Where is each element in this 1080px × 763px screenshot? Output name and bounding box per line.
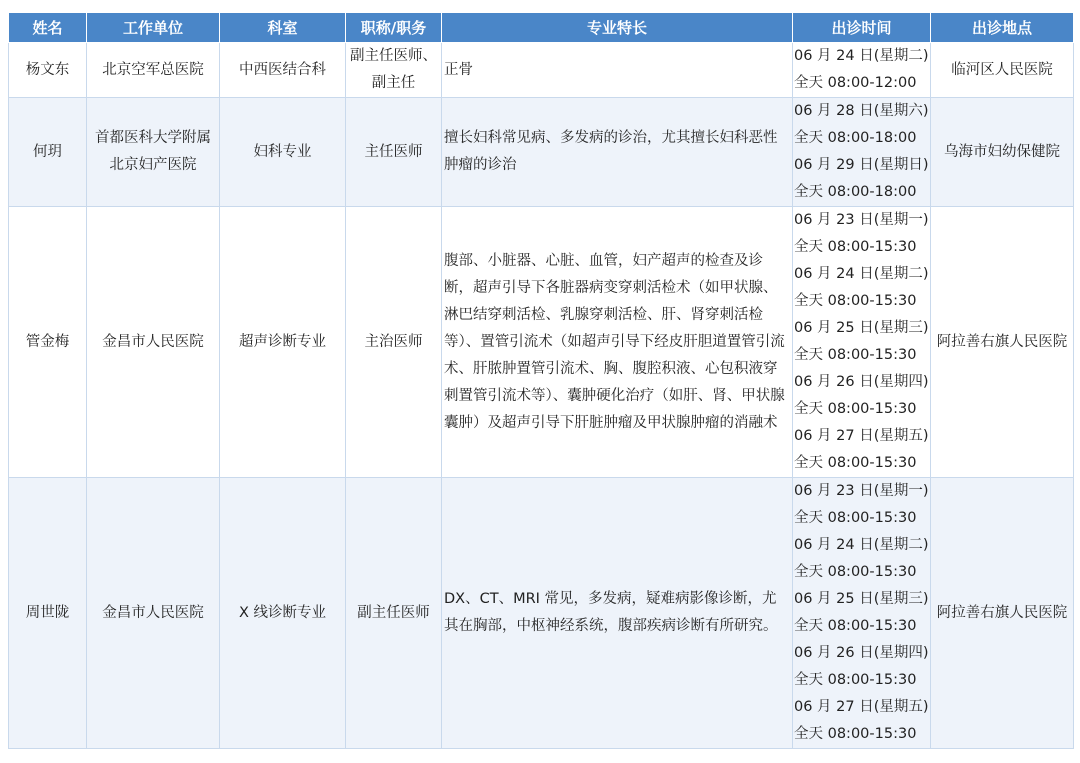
clinic-time-line: 全天 08:00-15:30 bbox=[794, 672, 917, 688]
job-title-line: 主治医师 bbox=[364, 333, 423, 350]
clinic-time-line: 全天 08:00-15:30 bbox=[794, 455, 917, 471]
specialty-cell: 正骨 bbox=[442, 43, 793, 98]
table-row bbox=[9, 207, 1074, 478]
header-name: 姓名 bbox=[9, 13, 87, 43]
job-title-line: 副主任医师 bbox=[357, 604, 430, 621]
header-time: 出诊时间 bbox=[793, 13, 931, 43]
work-unit-line: 北京空军总医院 bbox=[102, 61, 204, 78]
clinic-time-line: 全天 08:00-15:30 bbox=[794, 510, 917, 526]
header-org: 工作单位 bbox=[87, 13, 220, 43]
job-title-cell bbox=[346, 478, 442, 749]
clinic-time-line: 全天 08:00-15:30 bbox=[794, 347, 917, 363]
header-location: 出诊地点 bbox=[931, 13, 1074, 43]
department-cell: 妇科专业 bbox=[220, 98, 346, 207]
clinic-time-line: 06 月 25 日(星期三) bbox=[794, 320, 929, 336]
job-title-line: 主任医师 bbox=[364, 143, 423, 160]
clinic-time-line: 06 月 25 日(星期三) bbox=[794, 591, 929, 607]
clinic-location-cell: 乌海市妇幼保健院 bbox=[931, 98, 1074, 207]
clinic-time-line: 06 月 27 日(星期五) bbox=[794, 699, 929, 715]
job-title-cell bbox=[346, 207, 442, 478]
work-unit-line: 首都医科大学附属 bbox=[95, 130, 211, 146]
table-row bbox=[9, 478, 1074, 749]
table-body bbox=[9, 43, 1074, 749]
doctor-name-cell: 何玥 bbox=[9, 98, 87, 207]
doctor-name-cell: 杨文东 bbox=[9, 43, 87, 98]
clinic-location-cell: 阿拉善右旗人民医院 bbox=[931, 207, 1074, 478]
header-dept: 科室 bbox=[220, 13, 346, 43]
work-unit-line: 北京妇产医院 bbox=[109, 157, 197, 173]
header-specialty: 专业特长 bbox=[442, 13, 793, 43]
job-title-line: 副主任 bbox=[371, 75, 416, 91]
work-unit-line: 金昌市人民医院 bbox=[102, 333, 204, 350]
clinic-time-line: 全天 08:00-15:30 bbox=[794, 239, 917, 255]
department-cell: 中西医结合科 bbox=[220, 43, 346, 98]
job-title-cell bbox=[346, 98, 442, 207]
schedule-table-container bbox=[8, 12, 1073, 749]
clinic-location-cell: 临河区人民医院 bbox=[931, 43, 1074, 98]
clinic-time-line: 06 月 24 日(星期二) bbox=[794, 537, 929, 553]
clinic-time-line: 06 月 28 日(星期六) bbox=[794, 103, 929, 119]
clinic-time-line: 06 月 26 日(星期四) bbox=[794, 645, 929, 661]
work-unit-cell bbox=[87, 43, 220, 98]
header-title: 职称/职务 bbox=[346, 13, 442, 43]
clinic-time-line: 06 月 23 日(星期一) bbox=[794, 483, 929, 499]
job-title-line: 副主任医师、 bbox=[350, 48, 437, 64]
clinic-location-cell: 阿拉善右旗人民医院 bbox=[931, 478, 1074, 749]
clinic-time-line: 06 月 29 日(星期日) bbox=[794, 157, 929, 173]
clinic-time-cell bbox=[793, 478, 931, 749]
clinic-time-line: 06 月 26 日(星期四) bbox=[794, 374, 929, 390]
specialty-cell: 腹部、小脏器、心脏、血管，妇产超声的检查及诊断，超声引导下各脏器病变穿刺活检术（如甲状腺、淋巴结穿刺活检、乳腺穿刺活检、肝、肾穿刺活检等）、置管引流术（如超声引导下经皮肝胆道置管引流术、肝脓肿置管引流术、胸、腹腔积液、心包积液穿刺置管引流术等）、囊肿硬化治疗（如肝、肾、甲状腺囊肿）及超声引导下肝脏肿瘤及甲状腺肿瘤的消融术 bbox=[442, 207, 793, 478]
clinic-time-cell bbox=[793, 98, 931, 207]
clinic-time-line: 06 月 27 日(星期五) bbox=[794, 428, 929, 444]
department-cell: 超声诊断专业 bbox=[220, 207, 346, 478]
clinic-time-cell bbox=[793, 43, 931, 98]
clinic-time-cell bbox=[793, 207, 931, 478]
clinic-time-line: 06 月 23 日(星期一) bbox=[794, 212, 929, 228]
clinic-time-line: 全天 08:00-15:30 bbox=[794, 293, 917, 309]
table-row bbox=[9, 98, 1074, 207]
job-title-cell bbox=[346, 43, 442, 98]
doctor-name-cell: 管金梅 bbox=[9, 207, 87, 478]
doctor-schedule-table bbox=[8, 12, 1074, 749]
doctor-name-cell: 周世陇 bbox=[9, 478, 87, 749]
work-unit-line: 金昌市人民医院 bbox=[102, 604, 204, 621]
table-row bbox=[9, 43, 1074, 98]
work-unit-cell bbox=[87, 478, 220, 749]
department-cell: X 线诊断专业 bbox=[220, 478, 346, 749]
work-unit-cell bbox=[87, 98, 220, 207]
clinic-time-line: 06 月 24 日(星期二) bbox=[794, 48, 929, 64]
clinic-time-line: 06 月 24 日(星期二) bbox=[794, 266, 929, 282]
clinic-time-line: 全天 08:00-18:00 bbox=[794, 184, 917, 200]
clinic-time-line: 全天 08:00-15:30 bbox=[794, 564, 917, 580]
clinic-time-line: 全天 08:00-12:00 bbox=[794, 75, 917, 91]
specialty-cell: DX、CT、MRI 常见，多发病，疑难病影像诊断，尤其在胸部，中枢神经系统，腹部疾病诊断有所研究。 bbox=[442, 478, 793, 749]
clinic-time-line: 全天 08:00-15:30 bbox=[794, 618, 917, 634]
clinic-time-line: 全天 08:00-18:00 bbox=[794, 130, 917, 146]
clinic-time-line: 全天 08:00-15:30 bbox=[794, 726, 917, 742]
work-unit-cell bbox=[87, 207, 220, 478]
header-row bbox=[9, 13, 1074, 43]
specialty-cell: 擅长妇科常见病、多发病的诊治，尤其擅长妇科恶性肿瘤的诊治 bbox=[442, 98, 793, 207]
clinic-time-line: 全天 08:00-15:30 bbox=[794, 401, 917, 417]
